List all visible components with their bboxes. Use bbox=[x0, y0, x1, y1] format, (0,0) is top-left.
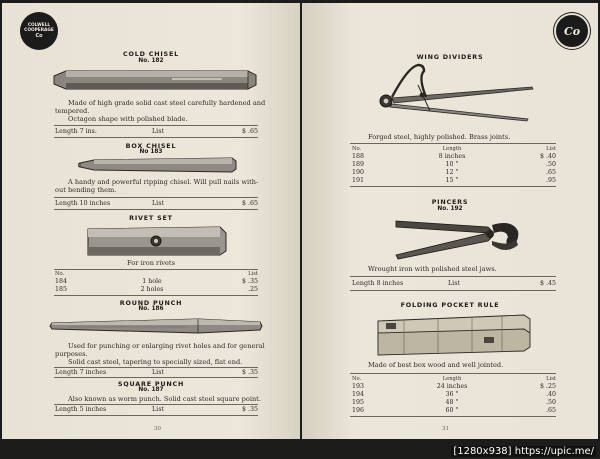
company-monogram-logo bbox=[554, 13, 590, 49]
right-page-number: 31 bbox=[442, 426, 449, 432]
rule-col-length: Length bbox=[442, 376, 462, 382]
dividers-row-4-price: .95 bbox=[545, 177, 556, 184]
cold-chisel-price: $ .65 bbox=[241, 128, 258, 135]
pincers-desc: Wrought iron with polished steel jaws. bbox=[368, 265, 497, 273]
wing-dividers-illustration bbox=[378, 63, 536, 129]
dividers-row-3-length: 12 " bbox=[445, 169, 459, 176]
wing-dividers-desc: Forged steel, highly polished. Brass joints. bbox=[368, 133, 511, 141]
dividers-row-2-price: .50 bbox=[545, 161, 556, 168]
left-catalog-page bbox=[2, 3, 300, 439]
colwell-cooperage-logo bbox=[20, 12, 58, 50]
rule-col-list: List bbox=[546, 376, 556, 382]
logo-line-1: COLWELL bbox=[27, 23, 51, 28]
cold-chisel-number: No. 182 bbox=[138, 58, 164, 64]
cold-chisel-list-label: List bbox=[152, 128, 164, 135]
box-chisel-list-label: List bbox=[152, 200, 164, 207]
box-chisel-length: Length 10 inches bbox=[55, 200, 111, 207]
pincers-length: Length 8 inches bbox=[352, 280, 404, 287]
box-chisel-title: BOX CHISEL bbox=[125, 142, 177, 150]
right-catalog-page bbox=[302, 3, 598, 439]
monogram-text: Co bbox=[563, 24, 581, 38]
rule-col-no: No. bbox=[352, 376, 362, 382]
cold-chisel-illustration bbox=[52, 67, 260, 93]
rivet-row-1-price: $ .35 bbox=[241, 278, 258, 285]
cold-chisel-title: COLD CHISEL bbox=[123, 50, 179, 58]
dividers-row-4-no: 191 bbox=[352, 177, 365, 184]
rule-row-3-length: 48 " bbox=[445, 399, 459, 406]
square-punch-desc: Also known as worm punch. Solid cast steel square point. bbox=[68, 395, 261, 403]
rivet-row-2-price: .25 bbox=[247, 286, 258, 293]
logo-line-2: COOPERAGE bbox=[24, 28, 54, 33]
round-punch-desc-1: Used for punching or enlarging rivet holes and for general bbox=[68, 342, 265, 350]
pincers-price: $ .45 bbox=[539, 280, 556, 287]
image-size-watermark: [1280x938] https://upic.me/ bbox=[453, 446, 594, 457]
round-punch-title: ROUND PUNCH bbox=[119, 299, 183, 307]
dividers-row-1-price: $ .40 bbox=[539, 153, 556, 160]
rule-row-4-no: 196 bbox=[352, 407, 365, 414]
rivet-row-2-size: 2 holes bbox=[140, 286, 164, 293]
square-punch-number: No. 187 bbox=[138, 387, 164, 393]
box-chisel-price: $ .65 bbox=[241, 200, 258, 207]
folding-rule-illustration bbox=[374, 311, 534, 357]
round-punch-number: No. 186 bbox=[138, 306, 164, 312]
dividers-col-no: No. bbox=[352, 146, 362, 152]
left-page-number: 30 bbox=[154, 426, 161, 432]
box-chisel-illustration bbox=[78, 155, 238, 175]
wing-dividers-title: WING DIVIDERS bbox=[416, 53, 484, 61]
rivet-set-illustration bbox=[86, 225, 228, 257]
dividers-col-length: Length bbox=[442, 146, 462, 152]
rule-row-4-price: .65 bbox=[545, 407, 556, 414]
rule-row-1-length: 24 inches bbox=[436, 383, 468, 390]
cold-chisel-desc-1: Made of high grade solid cast steel carefully hardened and bbox=[68, 99, 266, 107]
dividers-row-3-no: 190 bbox=[352, 169, 365, 176]
dividers-row-4-length: 15 " bbox=[445, 177, 459, 184]
rule-row-4-length: 60 " bbox=[445, 407, 459, 414]
box-chisel-desc-2: out bending them. bbox=[55, 186, 117, 194]
dividers-row-1-length: 8 inches bbox=[438, 153, 466, 160]
rule-row-2-length: 36 " bbox=[445, 391, 459, 398]
rule-row-3-price: .50 bbox=[545, 399, 556, 406]
pincers-title: PINCERS bbox=[431, 198, 469, 206]
logo-line-3: Co bbox=[35, 33, 43, 39]
box-chisel-number: No 183 bbox=[139, 149, 163, 155]
cold-chisel-desc-2: tempered. bbox=[55, 107, 90, 115]
cold-chisel-length: Length 7 ins. bbox=[55, 128, 97, 135]
rivet-col-no: No. bbox=[55, 271, 65, 277]
round-punch-length: Length 7 inches bbox=[55, 369, 107, 376]
rule-row-3-no: 195 bbox=[352, 399, 365, 406]
rivet-set-desc: For iron rivets bbox=[127, 259, 175, 267]
dividers-row-2-length: 10 " bbox=[445, 161, 459, 168]
box-chisel-desc-1: A handy and powerful ripping chisel. Will pull nails with- bbox=[68, 178, 259, 186]
round-punch-desc-2: purposes. bbox=[55, 350, 88, 358]
rule-row-2-price: .40 bbox=[545, 391, 556, 398]
dividers-row-1-no: 188 bbox=[352, 153, 365, 160]
rule-row-2-no: 194 bbox=[352, 391, 365, 398]
rivet-col-list: List bbox=[248, 271, 258, 277]
dividers-col-list: List bbox=[546, 146, 556, 152]
cold-chisel-desc-3: Octagon shape with polished blade. bbox=[68, 115, 188, 123]
rivet-row-1-size: 1 hole bbox=[142, 278, 162, 285]
pincers-number: No. 192 bbox=[437, 206, 463, 212]
round-punch-list-label: List bbox=[152, 369, 164, 376]
square-punch-price: $ .35 bbox=[241, 406, 258, 413]
rivet-set-title: RIVET SET bbox=[129, 214, 173, 222]
folding-rule-desc: Made of best box wood and well jointed. bbox=[368, 361, 504, 369]
folding-rule-title: FOLDING POCKET RULE bbox=[400, 301, 500, 309]
round-punch-desc-3: Solid cast steel, tapering to specially sized, flat end. bbox=[68, 358, 243, 366]
square-punch-length: Length 5 inches bbox=[55, 406, 107, 413]
dividers-row-3-price: .65 bbox=[545, 169, 556, 176]
pincers-list-label: List bbox=[448, 280, 460, 287]
rule-row-1-price: $ .25 bbox=[539, 383, 556, 390]
rule-row-1-no: 193 bbox=[352, 383, 365, 390]
rivet-row-1-no: 184 bbox=[55, 278, 68, 285]
square-punch-title: SQUARE PUNCH bbox=[117, 380, 185, 388]
dividers-row-2-no: 189 bbox=[352, 161, 365, 168]
rivet-row-2-no: 185 bbox=[55, 286, 68, 293]
round-punch-illustration bbox=[48, 315, 264, 337]
square-punch-list-label: List bbox=[152, 406, 164, 413]
pincers-illustration bbox=[392, 211, 522, 261]
round-punch-price: $ .35 bbox=[241, 369, 258, 376]
